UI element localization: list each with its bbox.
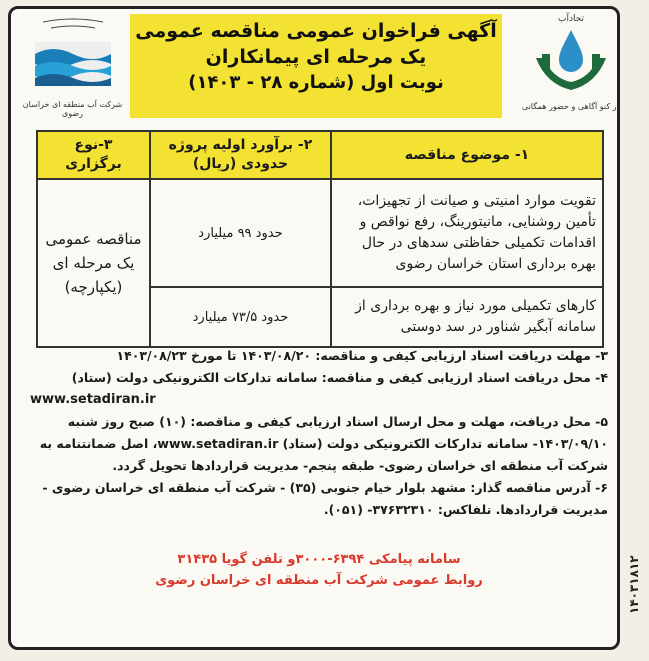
notice-id: ۱۴۰۳۱۸۱۲ — [627, 555, 641, 615]
water-company-emblem-icon — [23, 14, 123, 94]
item-address: ۶- آدرس مناقصه گذار: مشهد بلوار خیام جنوبی (۳۵) - شرکت آب منطقه ای خراسان رضوی - مدیریت قراردادها. تلفاکس: ۳۷۶۳۲۳۱۰- (۰۵۱). — [42, 480, 608, 517]
header-subtitle: یک مرحله ای پیمانکاران — [205, 46, 427, 68]
table-header-row — [37, 131, 603, 179]
setadiran-link[interactable]: www.setadiran.ir — [30, 392, 156, 407]
row-estimate: حدود ۷۳/۵ میلیارد — [150, 287, 331, 347]
header-round: نوبت اول (شماره ۲۸ - ۱۴۰۳) — [188, 72, 444, 93]
item-deadline: ۳- مهلت دریافت اسناد ارزیابی کیفی و مناقصه: ۱۴۰۳/۰۸/۲۰ تا مورخ ۱۴۰۳/۰۸/۲۳ — [116, 348, 608, 363]
logo-right-bottom-text: در کنو آگاهی و حضور همگانی — [521, 102, 621, 111]
logo-left-caption: شرکت آب منطقه ای خراسان رضوی — [22, 100, 123, 118]
column-header-estimate: ۲- برآورد اولیه پروژه حدودی (ریال) — [150, 131, 331, 179]
khorasan-water-company-logo — [20, 14, 125, 124]
notice-footer — [30, 552, 608, 588]
tender-table — [36, 130, 604, 348]
table-row — [37, 179, 603, 287]
row-subject: تقویت موارد امنیتی و صیانت از تجهیزات، تأمین روشنایی، مانیتورینگ، رفع نواقص و اقدامات تکمیلی حفاظتی سدهای در حال بهره برداری استان خراسان رضوی — [331, 179, 603, 287]
notice-items — [30, 345, 608, 521]
item-document-location: ۴- محل دریافت اسناد ارزیابی کیفی و مناقصه: سامانه تدارکات الکترونیکی دولت (ستاد) — [71, 370, 608, 385]
tender-type: مناقصه عمومی یک مرحله ای (یکپارچه) — [37, 179, 150, 347]
etehad-ab-logo — [521, 14, 621, 124]
notice-header — [130, 14, 502, 118]
logo-right-top-text: تحادآب — [557, 14, 585, 24]
column-header-subject: ۱- موضوع مناقصه — [331, 131, 603, 179]
row-subject: کارهای تکمیلی مورد نیاز و بهره برداری از سامانه آبگیر شناور در سد دوستی — [331, 287, 603, 347]
footer-public-relations: روابط عمومی شرکت آب منطقه ای خراسان رضوی — [155, 573, 483, 588]
footer-sms-phone: سامانه پیامکی ۶۳۹۴-۳۰۰۰و تلفن گویا ۳۱۴۳۵ — [177, 552, 461, 567]
water-hands-icon — [526, 24, 616, 96]
column-header-type: ۳-نوع برگزاری — [37, 131, 150, 179]
header-title: آگهی فراخوان عمومی مناقصه عمومی — [135, 20, 497, 42]
row-estimate: حدود ۹۹ میلیارد — [150, 179, 331, 287]
item-submission: ۵- محل دریافت، مهلت و محل ارسال اسناد ارزیابی کیفی و مناقصه: (۱۰) صبح روز شنبه ۱۴۰۳/۰۹/۱۰- سامانه تدارکات الکترونیکی دولت (ستاد) www.setadiran.ir، اصل ضمانتنامه به شرکت آب منطقه ای خراسان رضوی- طبقه پنجم- مدیریت قراردادها تحویل گردد. — [39, 414, 608, 473]
